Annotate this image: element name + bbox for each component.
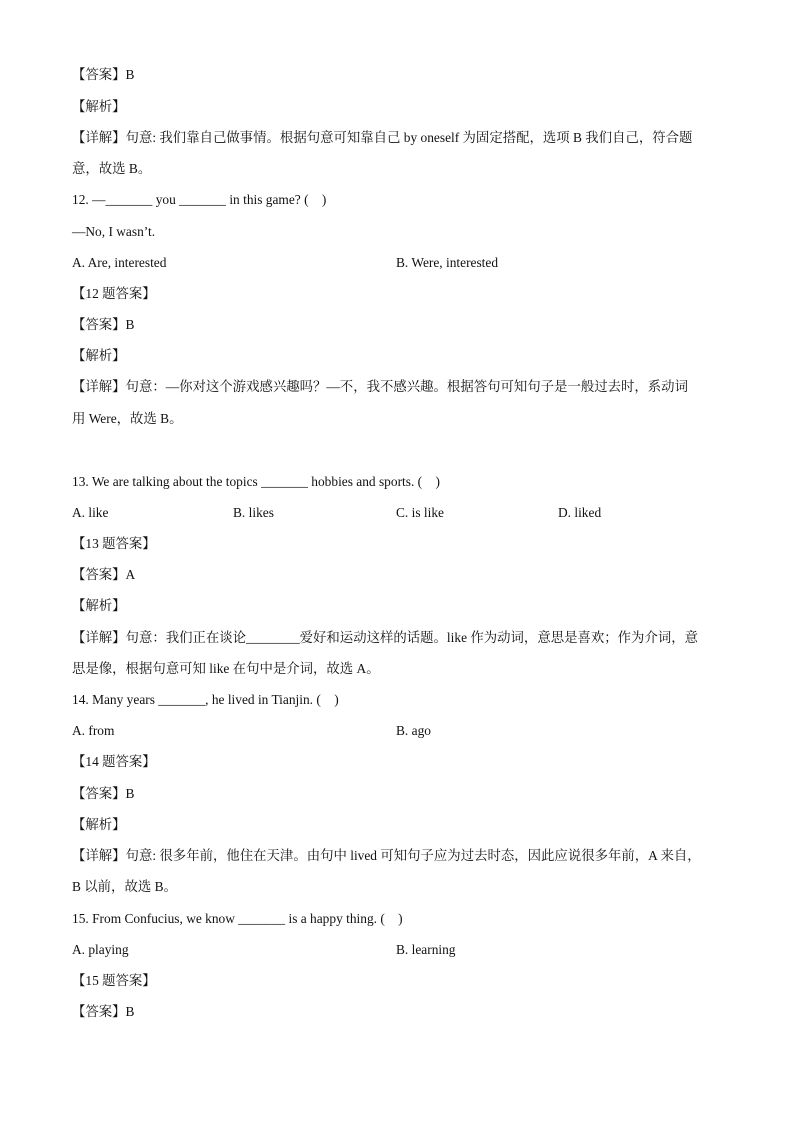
explanation-text: 用 Were，故选 B。 <box>72 411 183 426</box>
explanation-text: 【详解】句意: 很多年前，他住在天津。由句中 lived 可知句子应为过去时态，因此应说很多年前，A 来自， <box>72 848 701 863</box>
answer-label: 【答案】B <box>72 786 135 801</box>
option-a: A. like <box>72 505 109 520</box>
answer-heading: 【13 题答案】 <box>72 536 156 551</box>
explanation-text: 【详解】句意: 我们靠自己做事情。根据句意可知靠自己 by oneself 为固定搭配，选项 B 我们自己，符合题 <box>72 130 693 145</box>
analysis-label: 【解析】 <box>72 598 126 613</box>
explanation-text: 思是像，根据句意可知 like 在句中是介词，故选 A。 <box>72 661 380 676</box>
option-b: B. likes <box>233 505 274 520</box>
question-15: 15. From Confucius, we know _______ is a happy thing. ( ) <box>72 911 403 926</box>
answer-label: 【答案】A <box>72 567 136 582</box>
option-a: A. from <box>72 723 115 738</box>
question-13: 13. We are talking about the topics _______ hobbies and sports. ( ) <box>72 474 440 489</box>
analysis-label: 【解析】 <box>72 817 126 832</box>
explanation-text: 意，故选 B。 <box>72 161 152 176</box>
option-a: A. Are, interested <box>72 255 167 270</box>
answer-label: 【答案】B <box>72 317 135 332</box>
explanation-text: 【详解】句意：我们正在谈论________爱好和运动这样的话题。like 作为动词，意思是喜欢；作为介词，意 <box>72 630 699 645</box>
answer-heading: 【12 题答案】 <box>72 286 156 301</box>
option-a: A. playing <box>72 942 129 957</box>
answer-heading: 【14 题答案】 <box>72 754 156 769</box>
answer-label: 【答案】B <box>72 67 135 82</box>
question-14: 14. Many years _______, he lived in Tianjin. ( ) <box>72 692 339 707</box>
answer-label: 【答案】B <box>72 1004 135 1019</box>
explanation-text: 【详解】句意：—你对这个游戏感兴趣吗？—不，我不感兴趣。根据答句可知句子是一般过去时，系动词 <box>72 379 688 394</box>
option-b: B. learning <box>396 942 456 957</box>
option-d: D. liked <box>558 505 602 520</box>
question-12: 12. —_______ you _______ in this game? ( ) <box>72 192 327 207</box>
explanation-text: B 以前，故选 B。 <box>72 879 177 894</box>
option-c: C. is like <box>396 505 444 520</box>
analysis-label: 【解析】 <box>72 348 126 363</box>
analysis-label: 【解析】 <box>72 99 126 114</box>
option-b: B. ago <box>396 723 431 738</box>
option-b: B. Were, interested <box>396 255 499 270</box>
answer-heading: 【15 题答案】 <box>72 973 156 988</box>
question-12-reply: —No, I wasn’t. <box>72 224 156 239</box>
